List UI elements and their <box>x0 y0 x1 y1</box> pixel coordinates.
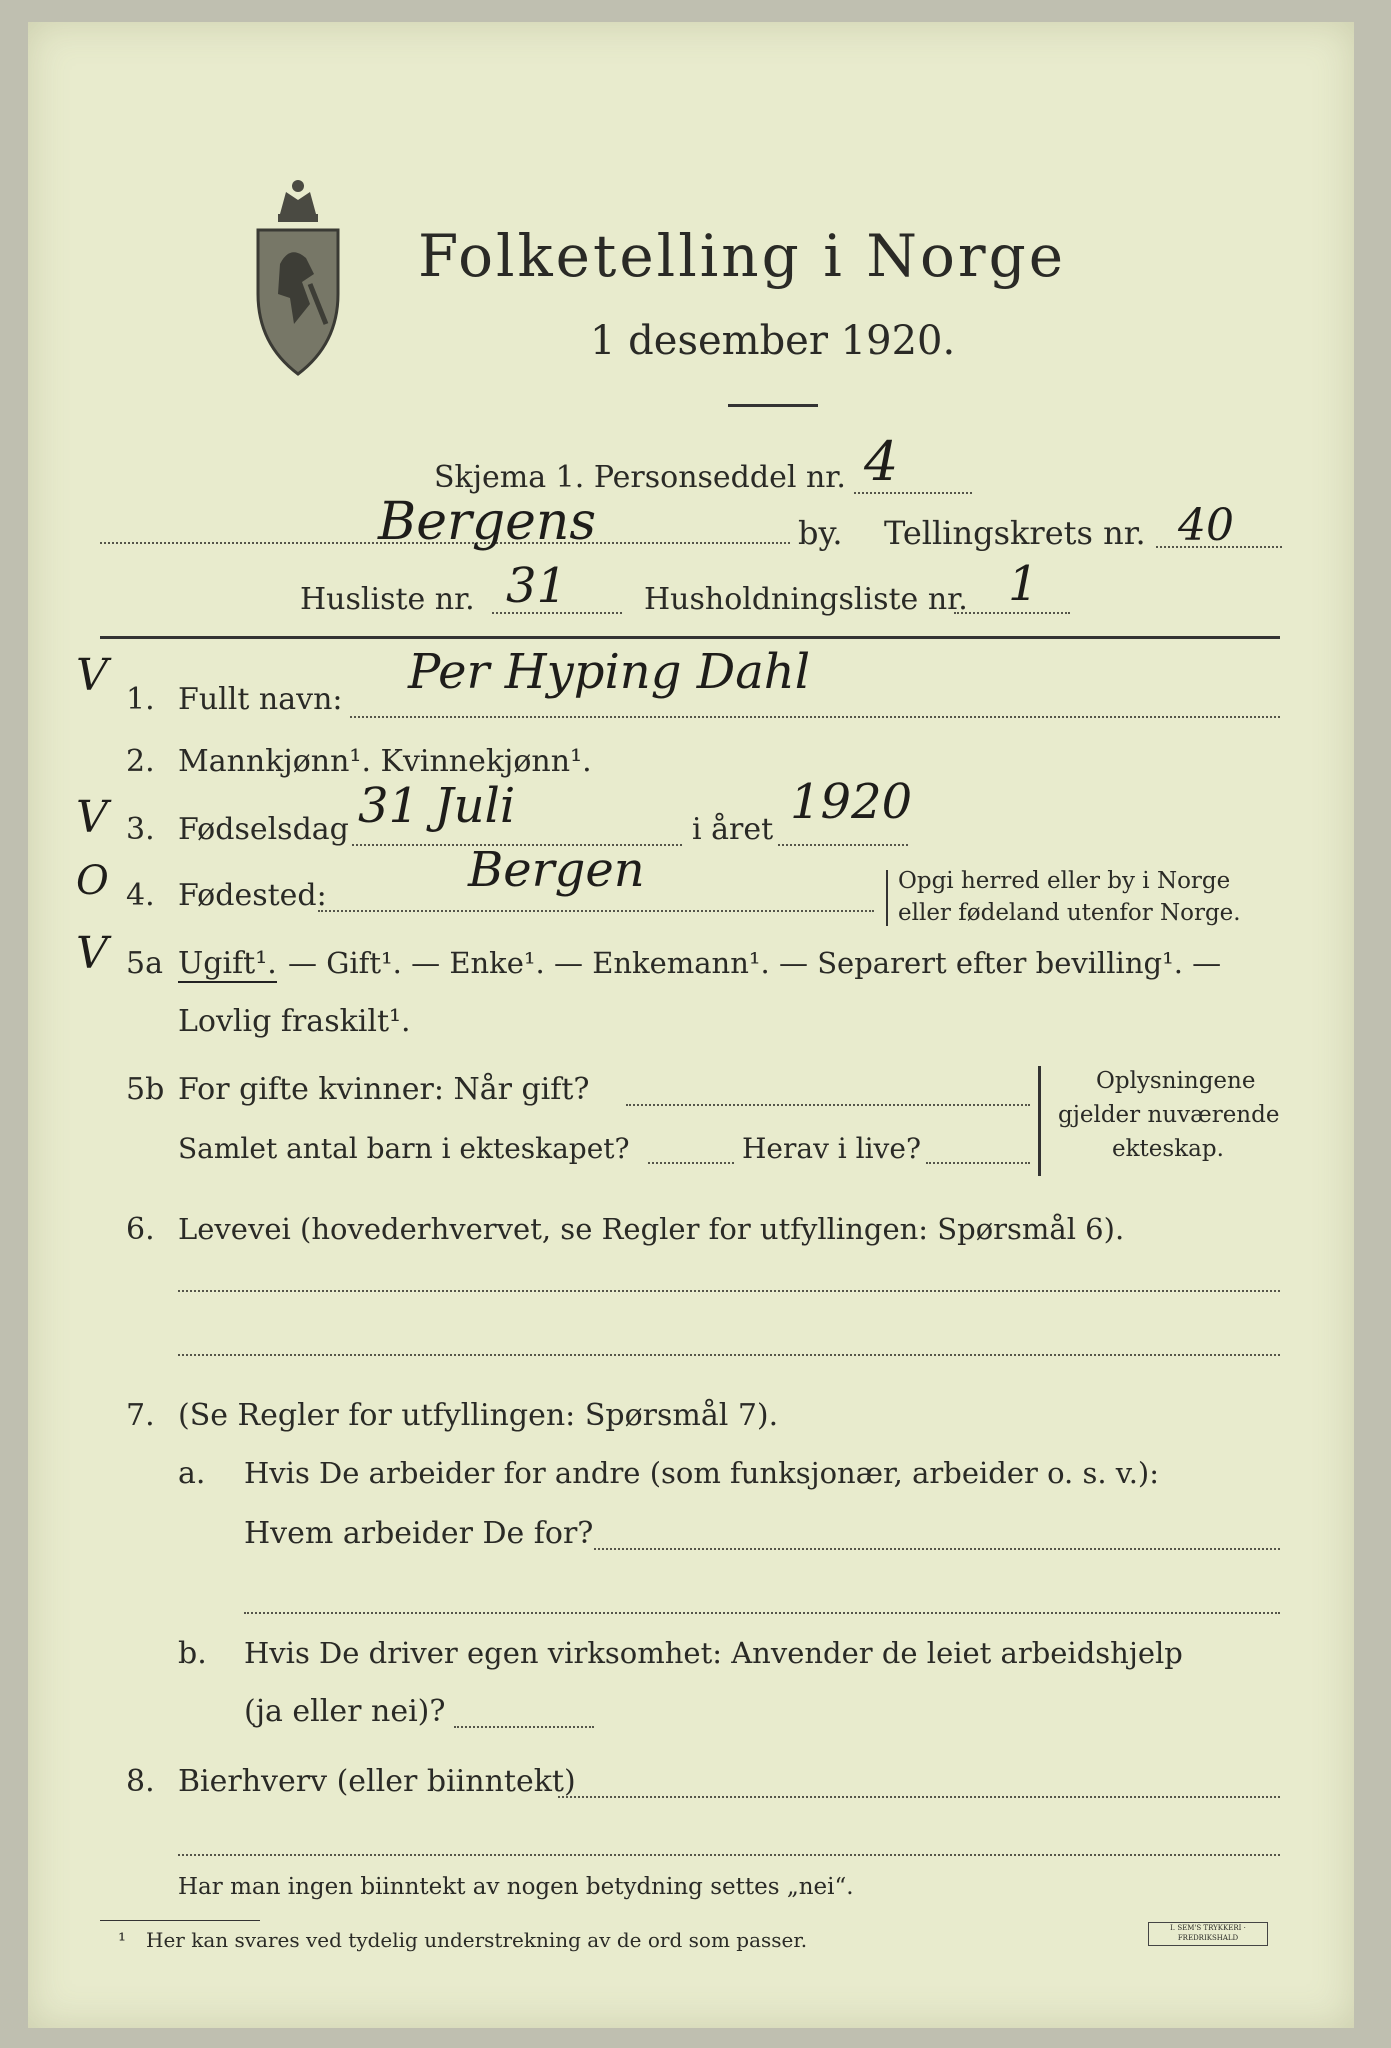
husholdning-dots <box>954 612 1070 614</box>
skjema-label: Skjema 1. Personseddel nr. <box>434 460 846 495</box>
q4-note-line2: eller fødeland utenfor Norge. <box>898 900 1241 926</box>
q4-number: 4. <box>126 878 155 913</box>
q3-year-label: i året <box>692 812 774 847</box>
printer-stamp <box>1148 1922 1268 1946</box>
q5b-label-children: Samlet antal barn i ekteskapet? <box>178 1132 630 1165</box>
birth-year-value[interactable]: 1920 <box>790 774 913 830</box>
q1-number: 1. <box>126 682 155 717</box>
q5b-children-dots <box>648 1162 734 1164</box>
q7a-employer-label: Hvem arbeider De for? <box>244 1516 594 1551</box>
q5b-bracket <box>1038 1066 1041 1176</box>
q5a-number: 5a <box>126 946 163 981</box>
q7a-letter: a. <box>178 1456 206 1491</box>
q8-label: Bierhverv (eller biinntekt) <box>178 1764 576 1799</box>
footnote-marker: ¹ <box>118 1928 127 1952</box>
q3-number: 3. <box>126 812 155 847</box>
title-divider <box>728 404 818 407</box>
q5a-options: — Gift¹. — Enke¹. — Enkemann¹. — Separert efter bevilling¹. — <box>288 946 1222 980</box>
coat-of-arms-icon <box>250 174 346 384</box>
q5b-label-alive: Herav i live? <box>742 1132 921 1165</box>
q5a-option-ugift[interactable]: Ugift¹. <box>178 946 277 981</box>
q5a-checkmark: V <box>76 928 108 979</box>
census-form <box>28 22 1354 2028</box>
q4-dots <box>318 910 874 912</box>
q7b-label: Hvis De driver egen virksomhet: Anvender de leiet arbeidshjelp <box>244 1636 1183 1670</box>
q2-number: 2. <box>126 744 155 779</box>
q4-label: Fødested: <box>178 878 327 913</box>
q8-dots-2 <box>178 1854 1280 1856</box>
footnote-text: Her kan svares ved tydelig understrekning av de ord som passer. <box>146 1928 808 1952</box>
q7b-letter: b. <box>178 1636 207 1671</box>
q1-checkmark: V <box>76 650 108 701</box>
q5b-number: 5b <box>126 1072 165 1107</box>
q8-note: Har man ingen biinntekt av nogen betydning settes „nei“. <box>178 1874 854 1900</box>
birth-day-value[interactable]: 31 Juli <box>358 778 516 834</box>
printer-stamp-text: I. SEM'S TRYKKERI · FREDRIKSHALD <box>1170 1924 1246 1942</box>
q5b-note-line1: Oplysningene <box>1096 1068 1256 1094</box>
husliste-label: Husliste nr. <box>300 582 475 617</box>
q6-dots-1 <box>178 1290 1280 1292</box>
header-rule <box>100 636 1280 639</box>
form-title: Folketelling i Norge <box>418 222 1067 290</box>
full-name-value[interactable]: Per Hyping Dahl <box>408 644 811 700</box>
husholdning-label: Husholdningsliste nr. <box>644 582 968 617</box>
city-name[interactable]: Bergens <box>378 492 597 552</box>
q7b-yes-no-dots <box>454 1726 594 1728</box>
q8-number: 8. <box>126 1764 155 1799</box>
q2-label: Mannkjønn¹. Kvinnekjønn¹. <box>178 744 592 779</box>
q5a-line2: Lovlig fraskilt¹. <box>178 1004 411 1039</box>
birthplace-value[interactable]: Bergen <box>468 842 645 898</box>
q1-label: Fullt navn: <box>178 682 343 717</box>
q5b-alive-dots <box>926 1162 1030 1164</box>
q5b-note-line3: ekteskap. <box>1112 1136 1224 1162</box>
tellingskrets-number[interactable]: 40 <box>1178 500 1234 551</box>
q4-bracket <box>886 870 888 926</box>
q7b-yes-no-label: (ja eller nei)? <box>244 1694 446 1729</box>
q3-year-dots <box>778 844 908 846</box>
q7-label: (Se Regler for utfyllingen: Spørsmål 7). <box>178 1398 779 1433</box>
q3-label: Fødselsdag <box>178 812 349 847</box>
by-label: by. <box>798 514 843 552</box>
personseddel-number[interactable]: 4 <box>864 430 899 493</box>
q7a-employer-dots <box>594 1548 1280 1550</box>
q7-number: 7. <box>126 1398 155 1433</box>
q7a-label: Hvis De arbeider for andre (som funksjonær, arbeider o. s. v.): <box>244 1456 1160 1490</box>
q5b-label-married: For gifte kvinner: Når gift? <box>178 1072 590 1107</box>
footnote-rule <box>100 1920 260 1921</box>
q6-number: 6. <box>126 1212 155 1247</box>
husliste-number[interactable]: 31 <box>506 558 568 614</box>
q1-dots <box>350 716 1280 718</box>
q4-checkmark: O <box>76 858 109 904</box>
q5b-married-dots <box>626 1104 1030 1106</box>
q4-note-line1: Opgi herred eller by i Norge <box>898 868 1231 894</box>
q6-dots-2 <box>178 1354 1280 1356</box>
tellingskrets-label: Tellingskrets nr. <box>884 514 1146 552</box>
census-date: 1 desember 1920. <box>590 318 956 364</box>
husholdning-number[interactable]: 1 <box>1008 556 1039 612</box>
q7a-dots-2 <box>244 1612 1280 1614</box>
q5b-note-line2: gjelder nuværende <box>1058 1102 1280 1128</box>
q6-label: Levevei (hovederhvervet, se Regler for utfyllingen: Spørsmål 6). <box>178 1212 1125 1246</box>
q8-dots-1 <box>558 1796 1280 1798</box>
q3-checkmark: V <box>76 792 108 843</box>
